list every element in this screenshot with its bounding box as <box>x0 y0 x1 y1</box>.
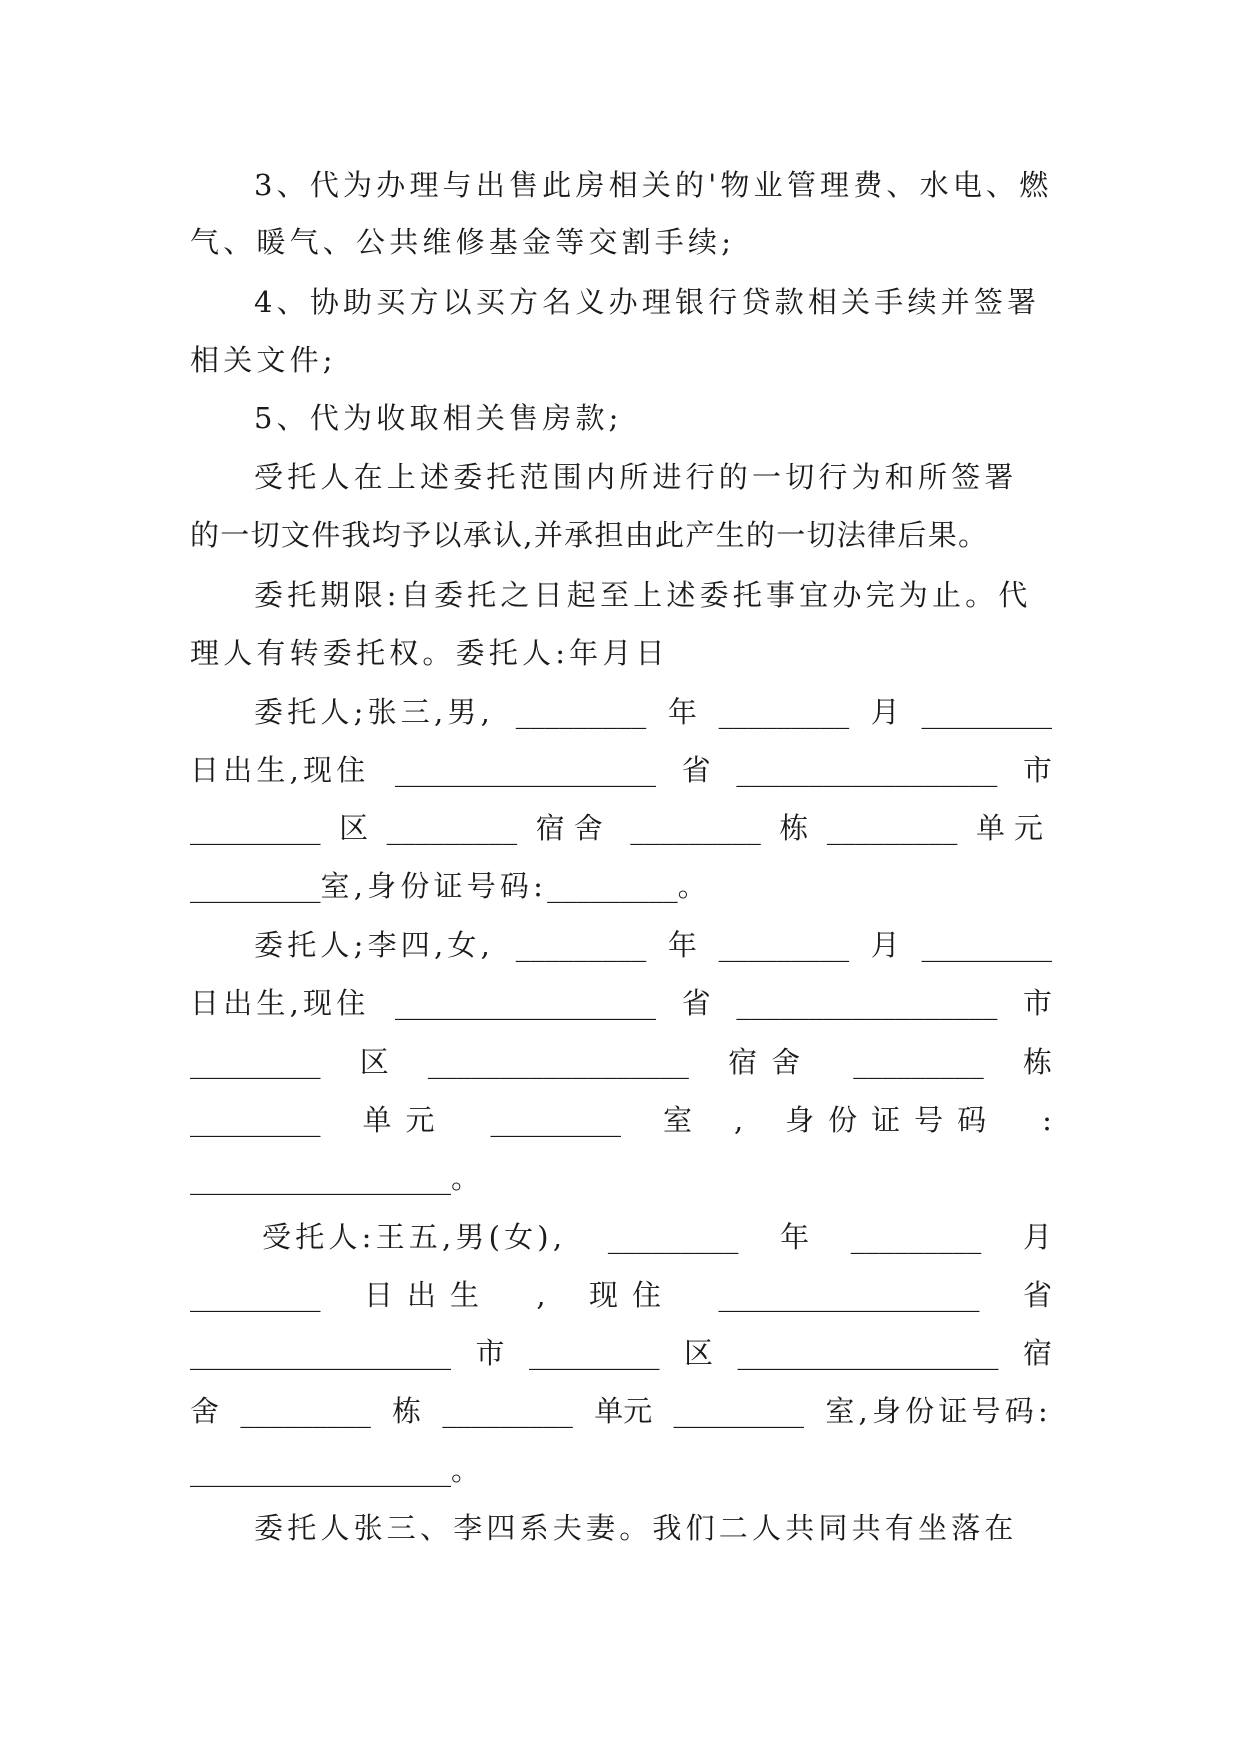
birth-day-blank: _________ <box>921 695 1052 729</box>
room-blank: _________ <box>190 869 321 903</box>
city-blank: __________________ <box>736 986 998 1020</box>
birth-year-blank: _________ <box>515 695 647 729</box>
principal-2-line-1 <box>254 925 1052 965</box>
birth-month-blank: _________ <box>850 1220 982 1254</box>
principal-2-line-5 <box>190 1158 1052 1198</box>
province-label: 省 <box>681 753 711 787</box>
paragraph-item-4-line-2: 相关文件; <box>190 343 337 377</box>
district-label: 区 <box>339 811 369 845</box>
dormitory-blank: __________________ <box>427 1045 689 1079</box>
birth-label: 日出生 <box>363 1278 493 1312</box>
room-blank: _________ <box>490 1103 621 1137</box>
paragraph-spouses: 委托人张三、李四系夫妻。我们二人共同共有坐落在 <box>254 1511 1018 1545</box>
dormitory-label: 宿舍 <box>728 1045 815 1079</box>
district-label: 区 <box>683 1336 713 1370</box>
id-number-blank: __________________ <box>190 1161 451 1195</box>
paragraph-term-line-2: 理人有转委托权。委托人:年月日 <box>190 636 669 670</box>
paragraph-item-3-line-2: 气、暖气、公共维修基金等交割手续; <box>190 225 736 259</box>
month-label: 月 <box>870 928 900 962</box>
province-label: 省 <box>1022 1278 1052 1312</box>
dormitory-label-part: 宿 <box>1022 1336 1052 1370</box>
comma: , <box>536 1278 546 1312</box>
agent-line-3 <box>190 1333 1052 1373</box>
paragraph-item-5: 5、代为收取相关售房款; <box>254 401 623 435</box>
district-blank: _________ <box>190 811 321 845</box>
agent-line-1 <box>262 1217 1052 1257</box>
agent-intro: 受托人:王五,男(女), <box>262 1220 567 1254</box>
dormitory-label: 宿舍 <box>535 811 612 845</box>
birth-day-blank: _________ <box>921 928 1052 962</box>
agent-line-2 <box>190 1275 1052 1315</box>
province-blank: __________________ <box>395 986 657 1020</box>
room-blank: _________ <box>673 1394 805 1428</box>
dormitory-blank: _________ <box>386 811 518 845</box>
room-id-label: 室,身份证号码: <box>825 1394 1052 1428</box>
paragraph-acknowledgement-line-2: 的一切文件我均予以承认,并承担由此产生的一切法律后果。 <box>190 518 989 552</box>
period: 。 <box>451 1453 481 1487</box>
district-blank: _________ <box>190 1045 321 1079</box>
year-label: 年 <box>780 1220 810 1254</box>
principal-1-intro: 委托人;张三,男, <box>254 695 495 729</box>
city-label: 市 <box>475 1336 505 1370</box>
principal-2-line-2 <box>190 983 1052 1023</box>
principal-1-line-1 <box>254 692 1052 732</box>
principal-2-intro: 委托人;李四,女, <box>254 928 495 962</box>
birth-year-blank: _________ <box>607 1220 739 1254</box>
agent-line-5 <box>190 1450 1052 1490</box>
paragraph-item-3-line-1: 3、代为办理与出售此房相关的'物业管理费、水电、燃 <box>254 168 1052 202</box>
dormitory-label-part: 舍 <box>190 1394 220 1428</box>
city-blank: _________ <box>528 1336 660 1370</box>
building-label: 栋 <box>779 811 809 845</box>
month-label: 月 <box>870 695 900 729</box>
birth-residence-label: 日出生,现住 <box>190 986 370 1020</box>
building-label: 栋 <box>1022 1045 1052 1079</box>
province-label: 省 <box>681 986 711 1020</box>
principal-2-line-4 <box>190 1100 1052 1140</box>
unit-label: 单元 <box>975 811 1052 845</box>
unit-label: 单元 <box>362 1103 449 1137</box>
unit-blank: _________ <box>442 1394 573 1428</box>
district-blank: __________________ <box>737 1336 999 1370</box>
paragraph-item-4-line-1: 4、协助买方以买方名义办理银行贷款相关手续并签署 <box>254 285 1041 319</box>
agent-line-4 <box>190 1391 1052 1431</box>
comma: , <box>733 1103 744 1137</box>
id-number-blank: __________________ <box>190 1453 451 1487</box>
province-blank: __________________ <box>395 753 657 787</box>
principal-1-line-2 <box>190 750 1052 790</box>
birth-year-blank: _________ <box>515 928 647 962</box>
period: 。 <box>677 869 707 903</box>
id-number-label: 身份证号码 <box>785 1103 1001 1137</box>
room-id-label: 室,身份证号码: <box>320 869 548 903</box>
unit-label: 单元 <box>594 1394 653 1428</box>
province-blank: __________________ <box>718 1278 980 1312</box>
unit-blank: _________ <box>826 811 958 845</box>
principal-2-line-3 <box>190 1042 1052 1082</box>
year-label: 年 <box>667 928 697 962</box>
principal-1-line-3 <box>190 808 1052 848</box>
colon: : <box>1042 1103 1052 1137</box>
residence-label: 现住 <box>589 1278 676 1312</box>
paragraph-acknowledgement-line-1: 受托人在上述委托范围内所进行的一切行为和所签署 <box>254 460 1018 494</box>
building-blank: _________ <box>240 1394 371 1428</box>
room-label: 室 <box>662 1103 692 1137</box>
birth-day-blank: _________ <box>190 1278 321 1312</box>
year-label: 年 <box>667 695 697 729</box>
month-label: 月 <box>1022 1220 1052 1254</box>
birth-residence-label: 日出生,现住 <box>190 753 370 787</box>
building-label: 栋 <box>392 1394 422 1428</box>
city-label: 市 <box>1022 986 1052 1020</box>
birth-month-blank: _________ <box>718 695 850 729</box>
paragraph-term-line-1: 委托期限:自委托之日起至上述委托事宜办完为止。代 <box>254 578 1032 612</box>
city-label: 市 <box>1022 753 1052 787</box>
principal-1-line-4 <box>190 866 1052 906</box>
district-label: 区 <box>359 1045 389 1079</box>
birth-month-blank: _________ <box>718 928 850 962</box>
period: 。 <box>451 1161 481 1195</box>
province-blank-cont: __________________ <box>190 1336 451 1370</box>
id-number-blank: _________ <box>547 869 678 903</box>
building-blank: _________ <box>630 811 761 845</box>
city-blank: __________________ <box>736 753 998 787</box>
building-blank: _________ <box>853 1045 984 1079</box>
unit-blank: _________ <box>190 1103 321 1137</box>
